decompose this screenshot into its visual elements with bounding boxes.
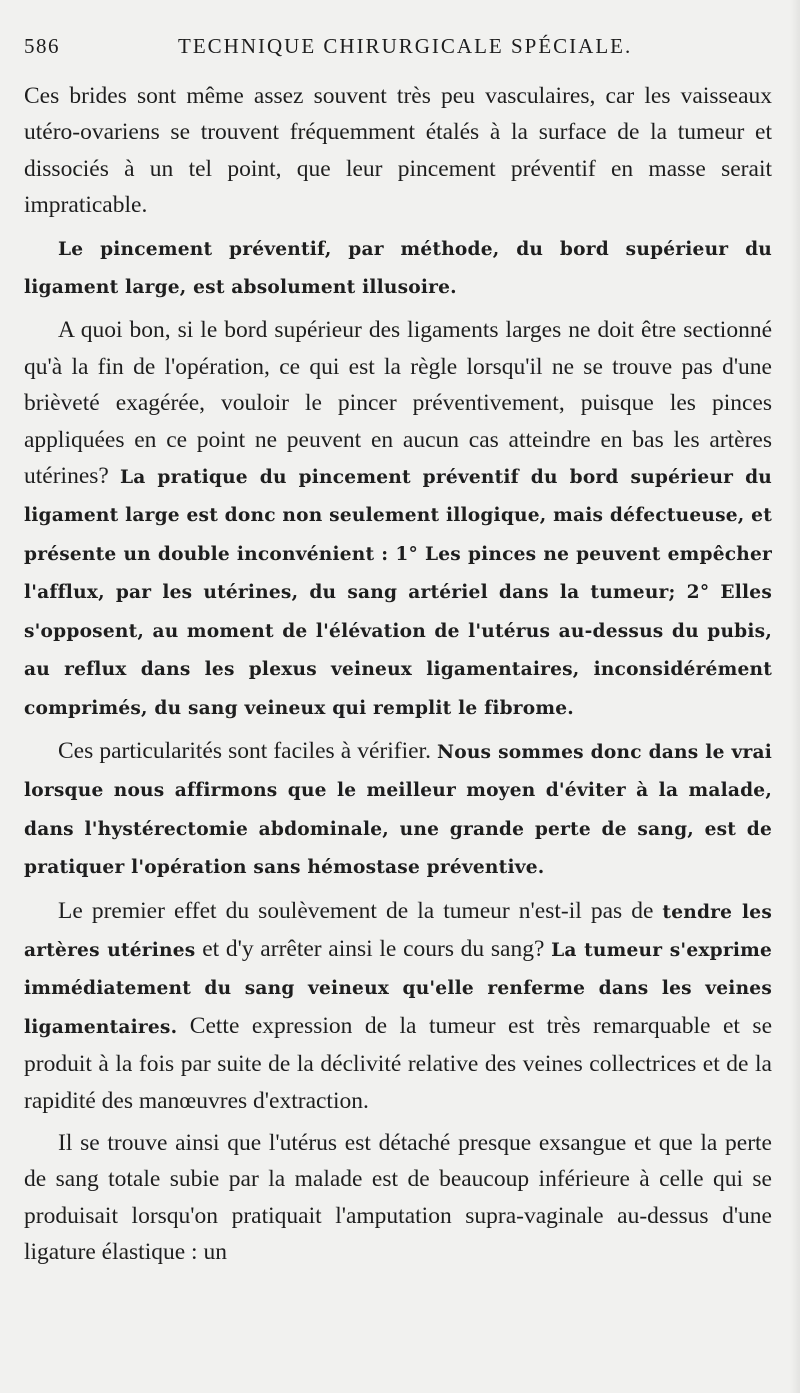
paragraph-5 — [24, 893, 772, 1119]
paragraph-3 — [24, 312, 772, 726]
paragraph-6-text: Il se trouve ainsi que l'utérus est détaché presque exsangue et que la perte de sang totale subie par la malade est de beaucoup inférieure à celle qui se produisait lorsqu'on pratiquait l'amputation supra-vaginale au-dessus d'une ligature élastique : un — [24, 1129, 772, 1266]
running-title: TECHNIQUE CHIRURGICALE SPÉCIALE. — [178, 34, 633, 58]
paragraph-1-text: Ces brides sont même assez souvent très peu vasculaires, car les vaisseaux utéro-ovariens se trouvent fréquemment étalés à la surface de la tumeur et dissociés à un tel point, que leur pincement préventif en masse serait impraticable. — [24, 83, 772, 219]
paragraph-3-bold-text: La pratique du pincement préventif du bord supérieur du ligament large est donc non seulement illogique, mais défectueuse, et présente un double inconvénient : 1° Les pinces ne peuvent empêcher l'afflux, par les utérines, du sang artériel dans la tumeur; 2° Elles s'opposent, au moment de l'élévation de l'utérus au-dessus du pubis, au reflux dans les plexus veineux ligamentaires, inconsidérément comprimés, du sang veineux qui remplit le fibrome. — [24, 467, 772, 719]
paragraph-3-text: A quoi bon, si le bord supérieur des ligaments larges ne doit être sectionné qu'à la fin de l'opération, ce qui est la règle lorsqu'il ne se trouve pas d'une brièveté exagérée, vouloir le pincer préventivement, puisque les pinces appliquées en ce point ne peuvent en aucun cas atteindre en bas les artères utérines? — [24, 317, 772, 490]
paragraph-5-text: Le premier effet du soulèvement de la tumeur n'est-il pas de — [58, 897, 654, 924]
paragraph-6 — [24, 1125, 772, 1271]
paragraph-5-text-3: Cette expression de la tumeur est très remarquable et se produit à la fois par suite de la déclivité relative des veines collectrices et de la rapidité des manœuvres d'extraction. — [24, 1012, 773, 1114]
paragraph-5-bold-text: tendre les artères utérines — [24, 901, 772, 961]
paragraph-2 — [24, 230, 772, 307]
paragraph-5-bold-text-2: La tumeur s'exprime immédiatement du sang veineux qu'elle renferme dans les veines ligamentaires. — [24, 939, 773, 1038]
paragraph-4-text: Ces particularités sont faciles à vérifier. — [58, 737, 431, 764]
page-number: 586 — [24, 34, 60, 58]
paragraph-4-bold-text: Nous sommes donc dans le vrai lorsque nous affirmons que le meilleur moyen d'éviter à la malade, dans l'hystérectomie abdominale, une grande perte de sang, est de pratiquer l'opération sans hémostase préventive. — [24, 741, 772, 879]
paragraph-4 — [24, 733, 772, 887]
paragraph-5-text-2: et d'y arrêter ainsi le cours du sang? — [202, 935, 545, 962]
page-header — [24, 34, 772, 64]
paragraph-2-bold-text: Le pincement préventif, par méthode, du bord supérieur du ligament large, est absolument illusoire. — [24, 238, 772, 299]
page-gutter-shadow — [790, 0, 800, 1393]
paragraph-1 — [24, 78, 772, 224]
body-text — [24, 78, 772, 1277]
